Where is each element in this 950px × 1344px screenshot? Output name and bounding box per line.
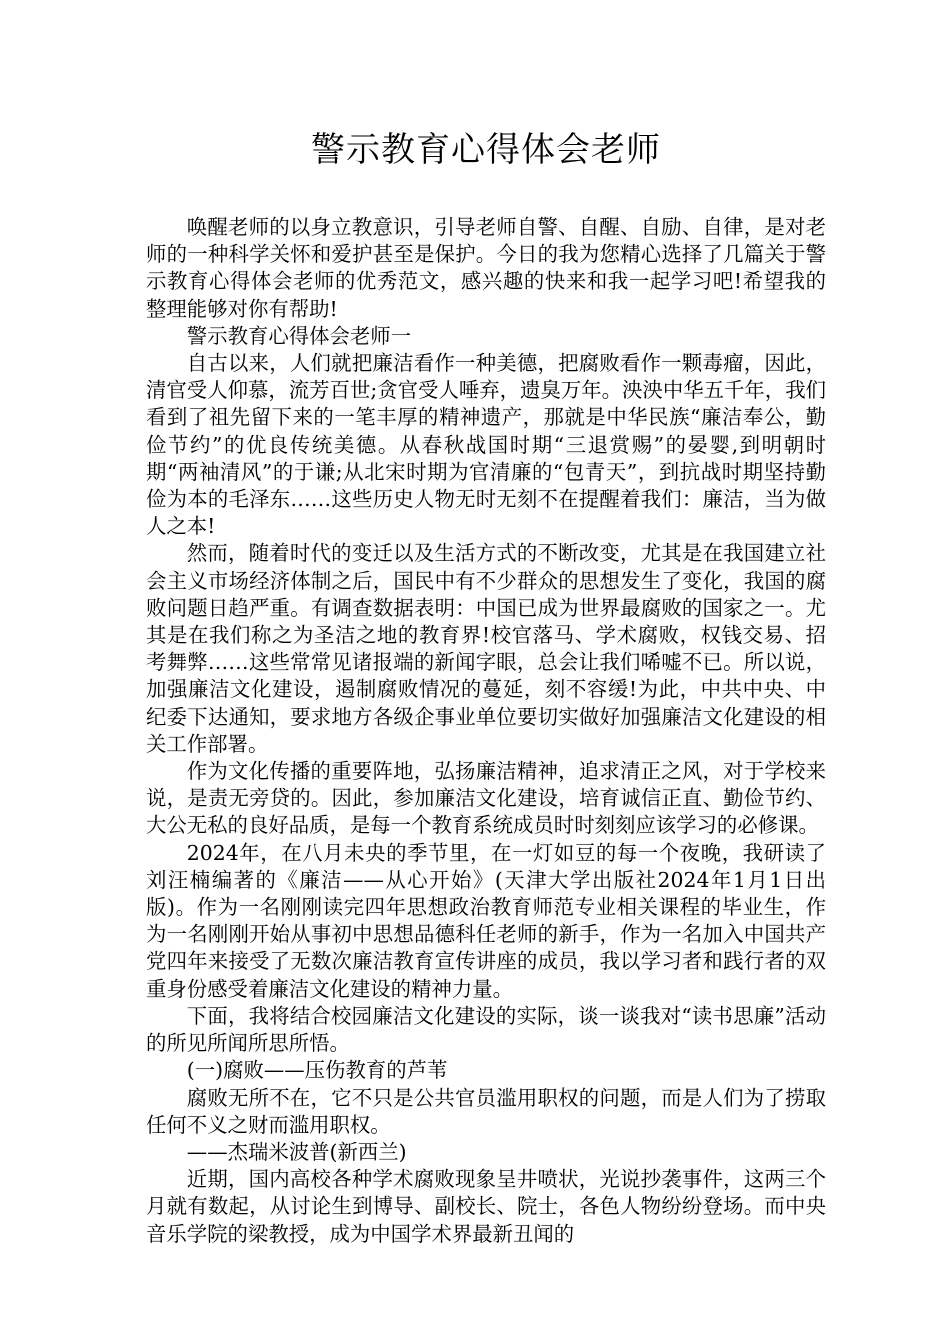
quote-attribution: ——杰瑞米波普(新西兰) bbox=[186, 1139, 407, 1164]
paragraph: 2024年，在八月未央的季节里，在一灯如豆的每一个夜晚，我研读了刘汪楠编著的《廉洁——从心开始》(天津大学出版社2024年1月1日出版)。作为一名刚刚读完四年思想政治教育师范专业相关课程的毕业生，作为一名刚刚开始从事初中思想品德科任老师的新手，作为一名加入中国共产党四年来接受了无数次廉洁教育宣传讲座的成员，我以学习者和践行者的双重身份感受着廉洁文化建设的精神力量。 bbox=[146, 840, 826, 1001]
paragraph: 自古以来，人们就把廉洁看作一种美德，把腐败看作一颗毒瘤，因此，清官受人仰慕，流芳百世;贪官受人唾弃，遗臭万年。泱泱中华五千年，我们看到了祖先留下来的一笔丰厚的精神遗产，那就是中华民族“廉洁奉公，勤俭节约”的优良传统美德。从春秋战国时期“三退赏赐”的晏婴,到明朝时期“两袖清风”的于谦;从北宋时期为官清廉的“包青天”，到抗战时期坚持勤俭为本的毛泽东……这些历史人物无时无刻不在提醒着我们：廉洁，当为做人之本! bbox=[146, 351, 826, 539]
document-title: 警示教育心得体会老师 bbox=[311, 130, 661, 170]
paragraph: 作为文化传播的重要阵地，弘扬廉洁精神，追求清正之风，对于学校来说，是责无旁贷的。因此，参加廉洁文化建设，培育诚信正直、勤俭节约、大公无私的良好品质，是每一个教育系统成员时时刻刻应该学习的必修课。 bbox=[146, 759, 826, 838]
paragraph: 下面，我将结合校园廉洁文化建设的实际，谈一谈我对“读书思廉”活动的所见所闻所思所悟。 bbox=[146, 1003, 826, 1056]
paragraph: 然而，随着时代的变迁以及生活方式的不断改变，尤其是在我国建立社会主义市场经济体制之后，国民中有不少群众的思想发生了变化，我国的腐败问题日趋严重。有调查数据表明：中国已成为世界最腐败的国家之一。尤其是在我们称之为圣洁之地的教育界!校官落马、学术腐败，权钱交易、招考舞弊……这些常常见诸报端的新闻字眼，总会让我们唏嘘不已。所以说，加强廉洁文化建设，遏制腐败情况的蔓延，刻不容缓!为此，中共中央、中纪委下达通知，要求地方各级企事业单位要切实做好加强廉洁文化建设的相关工作部署。 bbox=[146, 541, 826, 756]
subsection-heading: (一)腐败——压伤教育的芦苇 bbox=[186, 1058, 448, 1083]
quote: 腐败无所不在，它不只是公共官员滥用职权的问题，而是人们为了捞取任何不义之财而滥用职权。 bbox=[146, 1085, 826, 1137]
document-body bbox=[146, 214, 826, 1248]
paragraph: 近期，国内高校各种学术腐败现象呈井喷状，光说抄袭事件，这两三个月就有数起，从讨论生到博导、副校长、院士，各色人物纷纷登场。而中央音乐学院的梁教授，成为中国学术界最新丑闻的 bbox=[146, 1167, 826, 1246]
paragraph-intro: 唤醒老师的以身立教意识，引导老师自警、自醒、自励、自律，是对老师的一种科学关怀和爱护甚至是保护。今日的我为您精心选择了几篇关于警示教育心得体会老师的优秀范文，感兴趣的快来和我一起学习吧!希望我的整理能够对你有帮助! bbox=[146, 215, 826, 321]
section-heading-1: 警示教育心得体会老师一 bbox=[186, 323, 412, 348]
document-page bbox=[146, 128, 826, 1248]
